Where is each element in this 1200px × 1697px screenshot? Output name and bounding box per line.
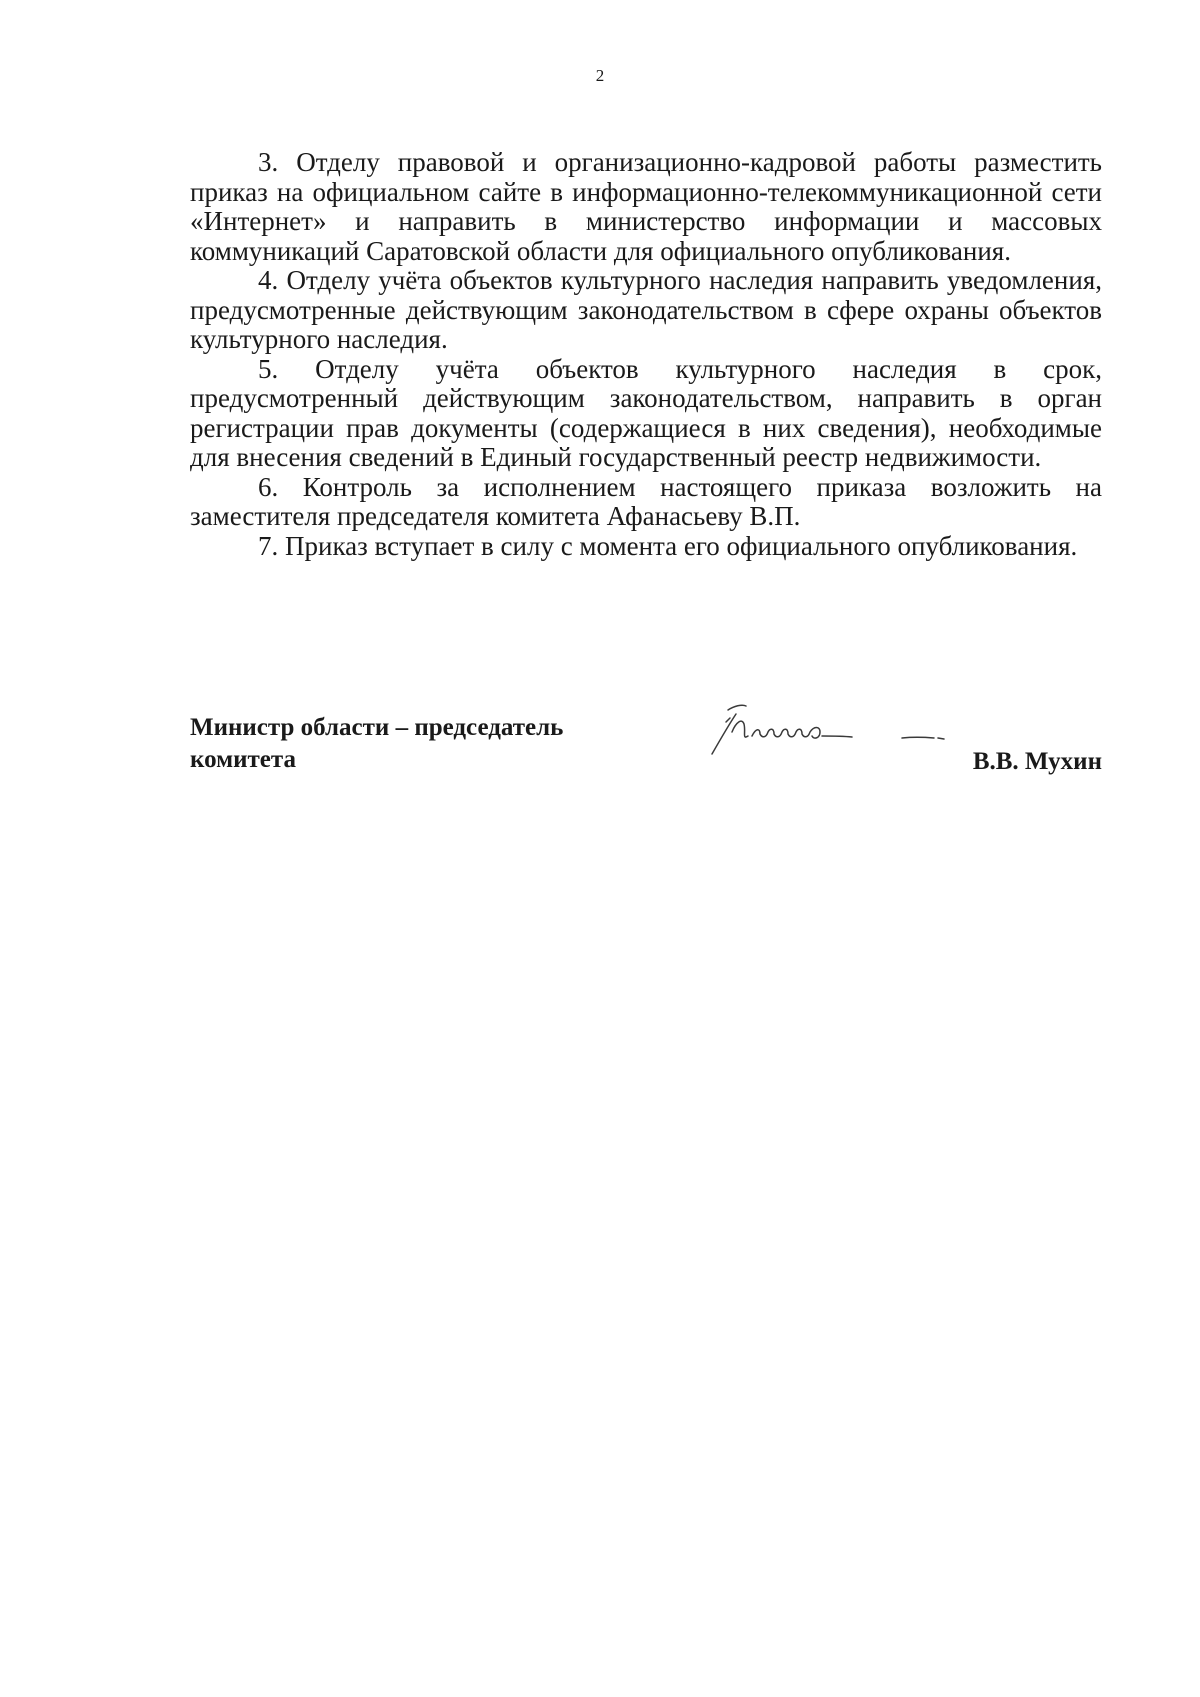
signatory-title-line-2: комитета — [190, 746, 296, 773]
signature-block — [190, 712, 1102, 782]
order-body — [190, 148, 1102, 561]
signatory-title-line-1: Министр области – председатель — [190, 714, 564, 741]
paragraph-7: 7. Приказ вступает в силу с момента его официального опубликования. — [258, 530, 1078, 561]
handwritten-signature — [702, 692, 962, 772]
paragraph-3: 3. Отделу правовой и организационно-кадровой работы разместить приказ на официальном сайте в информационно-телекоммуникационной сети «Интернет» и направить в министерство информации и массовых коммуникаций Саратовской области для официального опубликования. — [190, 147, 1102, 266]
paragraph-4: 4. Отделу учёта объектов культурного наследия направить уведомления, предусмотренные действующим законодательством в сфере охраны объектов культурного наследия. — [190, 265, 1102, 354]
paragraph-6: 6. Контроль за исполнением настоящего приказа возложить на заместителя председателя комитета Афанасьеву В.П. — [190, 471, 1102, 531]
signatory-title — [190, 712, 563, 776]
paragraph-5: 5. Отделу учёта объектов культурного наследия в срок, предусмотренный действующим законодательством, направить в орган регистрации прав документы (содержащиеся в них сведения), необходимые для внесения сведений в Единый государственный реестр недвижимости. — [190, 353, 1102, 472]
signatory-name: В.В. Мухин — [972, 748, 1102, 775]
page-number: 2 — [595, 66, 605, 85]
